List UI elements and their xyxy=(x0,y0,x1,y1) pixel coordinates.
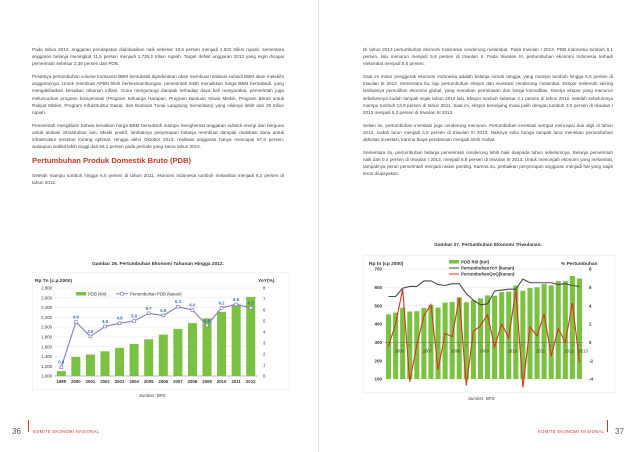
right-page-number: 37 xyxy=(615,427,624,436)
chart-26-growth-marker xyxy=(104,325,107,328)
chart-26-growth-marker xyxy=(162,314,165,317)
chart-26-data-label: 5.5 xyxy=(160,308,167,313)
chart-27-year-label: 2007 xyxy=(422,348,433,354)
chart-27-year-label: 2006 xyxy=(394,348,404,354)
chart-27-y2tick: 6 xyxy=(589,284,592,290)
chart-26-y2tick: 6 xyxy=(263,307,266,313)
chart-27-y2tick: 8 xyxy=(589,266,592,272)
chart-27-bar xyxy=(478,298,483,379)
chart-27-legend-label-yoy: PertumbuhanYoY (kanan) xyxy=(461,265,515,271)
chart-26-y2tick: 7 xyxy=(263,296,266,302)
right-paragraph-2: Saat ini motor penggerak ekonomi Indonesia adalah belanja rumah tangga, yang mampu tumbuh hingga 5,5 persen di triwulan III 2013. Sementara itu, laju pertumbuhan ekspor dan investasi cenderung melambat. Ekspor melemah seiring lambatnya pemulihan ekonomi global, yang menekan permintaan dan harga komoditas. Kinerja ekspor yang menurun sebelumnya sudah tampak sejak tahun 2012 lalu. Ekspor tumbuh sebesar 2,1 persen di tahun 2012, setelah sebelumnya mampu tumbuh 13,9 persen di tahun 2011. Saat ini, ekspor beranjang mulai pulih dengan tumbuh 3,6 persen di triwulan I 2013 menjadi 5,3 persen di triwulan III 2013. xyxy=(363,74,613,115)
chart-26-growth-marker xyxy=(220,306,223,309)
chart-27-year-label: 2012 xyxy=(564,348,574,354)
chart-27-bar xyxy=(527,288,532,379)
chart-27-quarter-tick: II xyxy=(479,343,482,348)
chart-26-ytick: 2,600 xyxy=(41,295,52,301)
left-footer: KOMITE EKONOMI NASIONAL xyxy=(33,429,100,434)
chart-26-ytick: 1,800 xyxy=(41,334,52,340)
chart-27-title: Gambar 27. Pertumbuhan Ekonomi Triwulanan. xyxy=(434,243,542,248)
section-paragraph: Setelah mampu tumbuh hingga 6,5 persen di tahun 2011, ekonomi Indonesia tumbuh melambat menjadi 6,2 persen di tahun 2012. xyxy=(32,173,284,186)
chart-26-xtick: 2009 xyxy=(202,379,212,384)
chart-26-growth-marker xyxy=(249,306,252,309)
chart-26-data-label: 5.0 xyxy=(131,313,138,319)
chart-27-bar xyxy=(570,276,575,379)
chart-26-ytick: 2,400 xyxy=(41,305,52,311)
chart-27-bar xyxy=(471,300,476,379)
chart-27-y2tick: -2 xyxy=(589,358,594,364)
chart-26-data-label: 5.7 xyxy=(145,305,152,311)
chart-26-growth-marker xyxy=(176,305,179,308)
chart-27-ytick: 100 xyxy=(374,376,382,382)
chart-27-quarter-tick: IV xyxy=(578,343,581,348)
chart-27-year-label: 2013 xyxy=(578,348,588,354)
chart-26-xtick: 2005 xyxy=(143,379,154,384)
chart-27-legend-label-qoq: PertumbuhanQoQ(kanan) xyxy=(461,271,515,277)
chart-27-ytick: 200 xyxy=(374,358,382,364)
chart-26-data-label: 6.2 xyxy=(247,300,254,306)
chart-26-legend-label-bar: PDB (kiri) xyxy=(88,291,107,297)
chart-27-y2tick: 2 xyxy=(589,321,592,327)
chart-26-ytick: 2,200 xyxy=(41,314,52,320)
right-paragraph-1: Di tahun 2013 pertumbuhan ekonomi Indonesia cenderung melambat. Pada triwulan I 2013, PDB Indonesia tumbuh 6,1 persen, lalu menurun menjadi 5,8 persen di triwulan II. Pada triwulan III, pertumbuhan ekonomi Indonesia terhadi melambat menjadi 5,6 persen. xyxy=(363,47,613,67)
chart-26-growth-marker xyxy=(206,324,209,327)
chart-26-svg xyxy=(32,272,290,390)
chart-27-quarter-tick: III xyxy=(486,343,489,348)
chart-27-bar xyxy=(549,285,554,379)
chart-26-title: Gambar 26. Pertumbuhan Ekonomi Tahunan Hingga 2012. xyxy=(92,262,224,267)
chart-27-quarter-tick: I xyxy=(388,343,389,348)
left-paragraph-2: Pesatnya pertumbuhan volume konsumsi BBM bersubsidi diperkirakan akan membuat realisasi subsidi BBM akan melebihi anggarannya. Untuk membuat APBN lebih berkesinambungan, pemerintah telah menaikkan harga BBM bersubsidi, yang mengakibatkan kenaikan tekanan inflasi. Guna mengurangi dampak terhadap daya beli masyarakat, pemerintah juga meluncurkan program kompensasi (Program Keluarga Harapan, Program Bantuan Siswa Miskin, Program Beras untuk Rakyat Miskin, Program Infrastruktur Dasar, dan Bantuan Tunai Langsung Sementara) yang nilainya lebih dari 29 triliun rupiah. xyxy=(32,74,284,115)
chart-26-y2tick: 2 xyxy=(263,351,266,357)
chart-27-quarter-tick: II xyxy=(564,343,567,348)
chart-26-xtick: 2010 xyxy=(216,379,227,384)
chart-27-quarter-tick: III xyxy=(458,343,461,348)
chart-27-quarter-tick: II xyxy=(394,343,397,348)
chart-26-growth-marker xyxy=(235,303,238,306)
chart-27-bar xyxy=(499,292,504,379)
right-paragraph-4: Sementara itu, pertumbuhan belanja pemerintah cenderung lebih baik daripada tahun sebelumnya. Belanja pemerintah naik dari 0,4 persen di triwulan I 2013, menjadi 8,8 persen di triwulan III 2013. Untuk mencegah ekonomi yang melambat, tampaknya peran pemerintah menjadi makin penting. Karena itu, perbaikan penyerapan anggaran menjadi hal yang wajib terus diupayakan. xyxy=(363,150,613,177)
chart-27-quarter-tick: III xyxy=(514,343,517,348)
chart-26-legend-swatch-bar xyxy=(76,292,86,296)
chart-26-y2tick: 8 xyxy=(263,285,266,291)
chart-27-quarter-tick: I xyxy=(501,343,503,348)
chart-26-xtick: 2012 xyxy=(245,379,256,384)
chart-27-ytick: 500 xyxy=(374,303,382,309)
chart-26-xtick: 2000 xyxy=(71,379,81,384)
right-source: Sumber: BPS xyxy=(468,396,495,401)
chart-27-quarter-tick: I xyxy=(473,343,474,348)
chart-27-bar xyxy=(485,295,490,379)
chart-27-bar xyxy=(450,302,455,379)
chart-26-data-label: 4.6 xyxy=(204,317,210,323)
chart-27-quarter-tick: II xyxy=(451,343,453,348)
chart-27-quarter-tick: II xyxy=(507,343,510,348)
chart-26-y2tick: 4 xyxy=(263,329,266,335)
chart-26-xtick: 2003 xyxy=(114,379,125,384)
chart-26-growth-marker xyxy=(191,309,194,312)
chart-26-growth-marker xyxy=(147,312,150,315)
chart-26-bar xyxy=(86,354,95,376)
chart-26-ytick: 1,400 xyxy=(41,354,52,360)
chart-26-y2tick: 3 xyxy=(263,340,266,346)
chart-27-year-label: 2009 xyxy=(479,348,489,354)
chart-27-quarter-tick: III xyxy=(401,343,404,348)
chart-27-quarter-tick: IV xyxy=(521,343,525,348)
chart-26-ytick: 2,000 xyxy=(41,324,52,330)
chart-26-xtick: 1999 xyxy=(56,379,67,384)
chart-26-bar xyxy=(130,344,139,376)
chart-26-legend-label-line: Pertumbuhan PDB (kanan) xyxy=(130,291,182,297)
chart-26-data-label: 6.5 xyxy=(233,297,240,302)
right-text-column xyxy=(363,46,613,184)
chart-26-y2label: YoY(%) xyxy=(258,279,275,284)
chart-26 xyxy=(32,272,290,390)
chart-27-ytick: 300 xyxy=(374,339,382,345)
chart-27-quarter-tick: IV xyxy=(493,343,496,348)
chart-26-legend-swatch-marker xyxy=(121,292,124,295)
chart-26-data-label: 4.5 xyxy=(102,319,108,324)
chart-27-quarter-tick: III xyxy=(542,343,546,348)
chart-26-bar xyxy=(144,339,153,376)
chart-27-legend-label-bar: PDB Riil (kiri) xyxy=(461,259,490,265)
chart-27-bar xyxy=(542,284,547,379)
chart-26-bar xyxy=(188,323,197,376)
chart-26-bar xyxy=(159,335,168,376)
chart-27-year-label: 2011 xyxy=(536,348,546,354)
chart-27-y2tick: -4 xyxy=(589,376,594,382)
chart-26-growth-marker xyxy=(133,320,136,323)
chart-26-bar xyxy=(173,329,182,376)
chart-27-y2tick: 0 xyxy=(589,339,592,345)
right-page xyxy=(319,0,638,452)
chart-26-ytick: 1,200 xyxy=(41,363,52,369)
chart-27-quarter-tick: I xyxy=(529,343,531,348)
chart-26-bar xyxy=(115,348,124,376)
chart-26-y2tick: 1 xyxy=(263,362,266,368)
chart-26-bar xyxy=(57,371,66,376)
chart-27-quarter-tick: III xyxy=(571,343,574,348)
chart-26-ylabel: Rp Tn (c.p.2000) xyxy=(35,279,73,284)
chart-27-ytick: 700 xyxy=(374,266,382,272)
chart-27-ytick: 400 xyxy=(374,321,382,327)
chart-27-svg xyxy=(363,255,615,393)
chart-27-quarter-tick: I xyxy=(557,343,559,348)
chart-26-data-label: 6.0 xyxy=(189,302,196,308)
left-page-number: 36 xyxy=(12,427,21,436)
chart-26-xtick: 2007 xyxy=(173,379,183,384)
chart-27-quarter-tick: II xyxy=(536,343,538,348)
left-paragraph-3: Pemerintah mengklaim bahwa kenaikan harga BBM bersubsidi mampu menghemat anggaran subsidi energi dan berguna untuk alokasi infrastruktur lain. Meski positif, lambatnya penyerapan belanja membuat dampak realokasi dana untuk infrastruktur tersebut kurang optimal. Hingga akhir Oktober 2013, realisasi anggaran hanya mencapai 67,6 persen, walaupun sedikit lebih tinggi dari 66,1 persen pada periode yang sama tahun 2012. xyxy=(32,122,284,150)
chart-27-y2label: % Pertumbuhan xyxy=(561,262,598,267)
chart-27-bar xyxy=(428,305,433,379)
chart-26-ytick: 2,800 xyxy=(41,285,52,291)
left-footer-rule xyxy=(28,420,29,432)
chart-26-data-label: 6.2 xyxy=(218,300,225,306)
chart-26-ytick: 1,600 xyxy=(41,344,52,350)
chart-27-ytick: 600 xyxy=(374,284,382,290)
chart-26-data-label: 0.8 xyxy=(58,359,65,365)
chart-26-data-label: 4.8 xyxy=(116,315,123,321)
chart-26-bar xyxy=(71,357,80,376)
left-text-column xyxy=(32,46,284,192)
chart-26-xtick: 2002 xyxy=(100,379,110,384)
chart-26-growth-marker xyxy=(60,366,63,369)
chart-27-quarter-tick: IV xyxy=(549,343,553,348)
chart-27-year-label: 2010 xyxy=(507,348,517,354)
chart-27-quarter-tick: I xyxy=(416,343,418,348)
chart-26-data-label: 6.3 xyxy=(174,299,181,305)
left-paragraph-1: Pada tahun 2013, anggaran pendapatan dialokasikan naik sebesar 10,6 persen menjadi 1.502 triliun rupiah, sementara anggaran belanja meningkat 11,5 persen menjadi 1.726,2 triliun rupiah. Target defisit anggaran 2013 yang ingin dicapai pemerintah sebesar 2,38 persen dari PDB. xyxy=(32,47,284,67)
chart-27-quarter-tick: IV xyxy=(408,343,412,348)
chart-27-y2tick: 4 xyxy=(589,303,592,309)
chart-27-year-label: 2008 xyxy=(451,348,461,354)
chart-26-y2tick: 0 xyxy=(263,373,266,379)
chart-26-growth-marker xyxy=(74,321,77,324)
chart-27-ylabel: Rp tn (cp 2000) xyxy=(369,262,404,267)
left-source: Sumber: BPS xyxy=(139,393,166,398)
chart-26-data-label: 3.6 xyxy=(87,328,94,334)
chart-26-xtick: 2011 xyxy=(231,379,241,384)
chart-26-growth-marker xyxy=(89,335,92,338)
chart-27-quarter-tick: I xyxy=(444,343,446,348)
section-title: Pertumbuhan Produk Domestik Bruto (PDB) xyxy=(32,156,192,166)
chart-26-growth-marker xyxy=(118,322,121,325)
chart-26-data-label: 4.9 xyxy=(72,314,79,320)
right-footer: KOMITE EKONOMI NASIONAL xyxy=(538,429,605,434)
chart-26-bar xyxy=(232,304,241,376)
chart-27-bar xyxy=(577,279,582,379)
chart-26-xtick: 2006 xyxy=(158,379,169,384)
chart-27-quarter-tick: IV xyxy=(464,343,468,348)
chart-27-quarter-tick: IV xyxy=(436,343,440,348)
chart-27-quarter-tick: III xyxy=(429,343,433,348)
chart-26-bar xyxy=(217,312,226,376)
chart-26-xtick: 2008 xyxy=(187,379,198,384)
chart-27-legend-swatch-bar xyxy=(449,260,459,264)
right-paragraph-3: Selain itu, pertumbuhan investasi juga cenderung menurun. Pertumbuhan investasi sempat mencapai dua digit di tahun 2012, sudah turun menjadi 4,5 persen di triwulan III 2013. Naiknya suku bunga tampak turut menekan pertumbuhan aktivitas investasi, karena biaya pendanaan menjadi lebih mahal. xyxy=(363,122,613,143)
chart-26-xtick: 2004 xyxy=(129,379,139,384)
chart-26-bar xyxy=(100,351,109,376)
chart-27-quarter-tick: II xyxy=(423,343,425,348)
chart-27 xyxy=(363,255,615,393)
chart-26-xtick: 2001 xyxy=(85,379,96,384)
chart-26-y2tick: 5 xyxy=(263,318,266,324)
chart-26-ytick: 1,000 xyxy=(41,373,52,379)
right-footer-rule xyxy=(607,420,608,432)
